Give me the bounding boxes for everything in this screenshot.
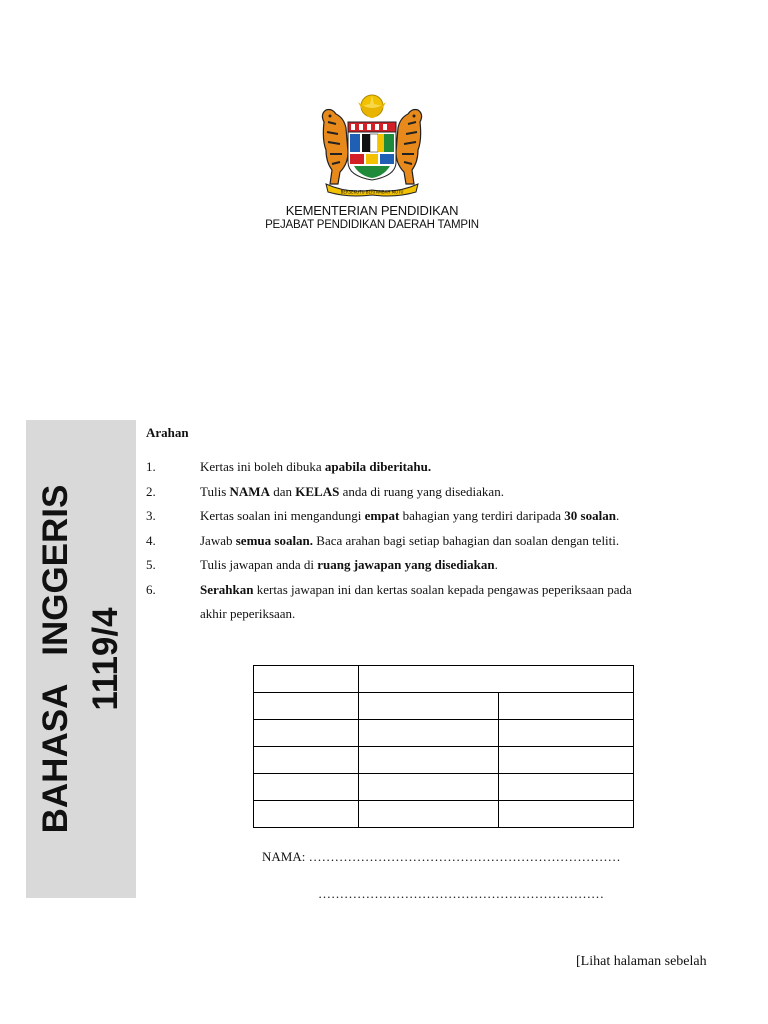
table-cell [254, 666, 359, 693]
left-tiger-icon [322, 110, 348, 185]
next-page-note: [Lihat halaman sebelah [576, 954, 707, 969]
table-cell [254, 774, 359, 801]
instruction-item [146, 455, 686, 480]
instruction-6-continuation: akhir peperiksaan. [200, 606, 296, 621]
table-cell [498, 801, 634, 828]
instruction-number: 6. [146, 581, 156, 597]
instruction-text: Serahkan kertas jawapan ini dan kertas soalan kepada pengawas peperiksaan pada [200, 581, 632, 597]
subject-title: BAHASA INGGERIS [36, 484, 75, 834]
instruction-text: Jawab semua soalan. Baca arahan bagi setiap bahagian dan soalan dengan teliti. [200, 532, 620, 548]
paper-code: 1119/4 [86, 607, 125, 711]
name-field[interactable] [262, 849, 621, 865]
instruction-number: 2. [146, 483, 156, 499]
table-row [254, 774, 634, 801]
table-cell [359, 801, 499, 828]
instruction-text: Kertas soalan ini mengandungi empat bahagian yang terdiri daripada 30 soalan. [200, 508, 620, 523]
instruction-item [146, 578, 686, 603]
table-row [254, 801, 634, 828]
malaysia-coat-of-arms-icon [318, 92, 426, 198]
marks-table [253, 665, 634, 828]
instruction-item [146, 480, 686, 505]
instruction-item [146, 504, 686, 529]
instructions-section [146, 424, 686, 626]
instruction-text: Kertas ini boleh dibuka apabila diberitahu. [200, 459, 432, 474]
instruction-number: 3. [146, 508, 156, 523]
ministry-header [250, 203, 494, 232]
table-cell [359, 720, 499, 747]
instruction-item [146, 529, 686, 554]
table-row [254, 693, 634, 720]
instruction-number: 1. [146, 459, 156, 474]
table-cell [254, 693, 359, 720]
subject-sidebar-text [31, 485, 131, 834]
table-cell [498, 747, 634, 774]
table-cell [498, 720, 634, 747]
instruction-text: Tulis NAMA dan KELAS anda di ruang yang disediakan. [200, 483, 504, 499]
table-cell [359, 774, 499, 801]
instruction-item [146, 553, 686, 578]
crest-motto: BERSEKUTU BERTAMBAH MUTU [340, 189, 404, 195]
name-dots[interactable]: ……………………………………………………………… [308, 849, 621, 864]
instruction-number: 5. [146, 557, 156, 572]
right-tiger-icon [396, 110, 422, 185]
name-dots-line-2[interactable]: ………………………………………………………… [318, 886, 604, 901]
instruction-text: Tulis jawapan anda di ruang jawapan yang disediakan. [200, 557, 498, 572]
ministry-name: KEMENTERIAN PENDIDIKAN [285, 203, 459, 218]
table-row [254, 666, 634, 693]
federal-star-icon [358, 95, 386, 118]
table-cell [254, 801, 359, 828]
table-cell [498, 693, 634, 720]
name-label: NAMA: [262, 849, 309, 864]
shield-icon [348, 122, 396, 180]
instruction-number: 4. [146, 532, 156, 548]
table-cell [254, 747, 359, 774]
table-cell [498, 774, 634, 801]
instructions-heading: Arahan [146, 425, 189, 440]
instructions-list [146, 455, 686, 602]
table-cell [359, 747, 499, 774]
table-cell [254, 720, 359, 747]
district-office-name: PEJABAT PENDIDIKAN DAERAH TAMPIN [265, 219, 479, 231]
motto-scroll-icon [326, 184, 418, 196]
table-row [254, 720, 634, 747]
table-row [254, 747, 634, 774]
table-cell [359, 693, 499, 720]
table-cell [359, 666, 634, 693]
